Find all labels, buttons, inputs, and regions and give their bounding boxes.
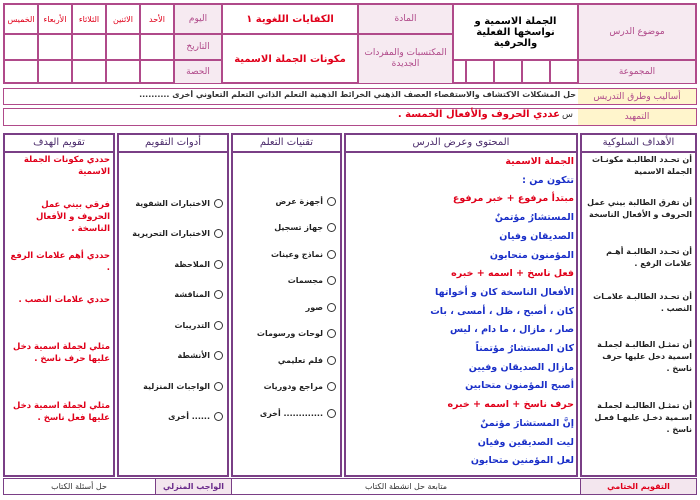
radio-circle-icon[interactable] bbox=[327, 250, 336, 259]
assessment-item: حددي علامات النصب . bbox=[18, 295, 110, 305]
radio-circle-icon[interactable] bbox=[214, 199, 223, 208]
subject: الكفايات اللغوية ١ bbox=[222, 4, 358, 34]
content-line: مبتدأ مرفوع + خبر مرفوع bbox=[452, 193, 574, 205]
assessment-item: مثلي لجملة اسمية دخل عليها حرف ناسخ . bbox=[13, 342, 110, 364]
tool-option[interactable] bbox=[122, 371, 223, 402]
day-cell: الأحد bbox=[140, 4, 174, 34]
technique-option[interactable] bbox=[236, 188, 336, 215]
content-line: المستشارُ مؤتمنٌ bbox=[494, 212, 574, 224]
radio-circle-icon[interactable] bbox=[214, 290, 223, 299]
tool-option-label: الملاحظة bbox=[174, 259, 210, 269]
date-cell bbox=[4, 34, 38, 60]
date-cell bbox=[106, 34, 140, 60]
technique-option-label: مجسمات bbox=[287, 276, 323, 286]
technique-option-label: مراجع ودوريات bbox=[263, 382, 323, 392]
radio-circle-icon[interactable] bbox=[214, 260, 223, 269]
radio-circle-icon[interactable] bbox=[327, 409, 336, 418]
tools-title: أدوات التقويم bbox=[119, 135, 227, 153]
tool-option-label: الواجبات المنزلية bbox=[143, 381, 210, 391]
group-label: المجموعة bbox=[578, 60, 696, 84]
date-cell bbox=[38, 34, 72, 60]
tool-option-label: الاختبارات التحريرية bbox=[132, 229, 210, 239]
day-cell: الخميس bbox=[4, 4, 38, 34]
content-line: إنَّ المستشارَ مؤتمنٌ bbox=[480, 417, 574, 429]
tool-option[interactable] bbox=[122, 310, 223, 341]
technique-option-label: أجهزة عرض bbox=[275, 196, 323, 206]
lesson-topic-label: موضوع الدرس bbox=[578, 4, 696, 60]
content-line: تتكون من : bbox=[522, 174, 574, 186]
period-cell bbox=[38, 60, 72, 84]
group-cell bbox=[466, 60, 494, 84]
radio-circle-icon[interactable] bbox=[327, 303, 336, 312]
intro-prefix: س bbox=[562, 110, 573, 120]
technique-option-label: لوحات ورسومات bbox=[256, 329, 323, 339]
period-cell bbox=[4, 60, 38, 84]
period-cell bbox=[106, 60, 140, 84]
technique-option[interactable] bbox=[236, 215, 336, 242]
assessment-item: فرقي بيني عمل الحروف و الأفعال الناسخة . bbox=[35, 200, 110, 234]
tool-option-label: أخرى ...... bbox=[168, 412, 210, 422]
homework: حل أسئلة الكتاب bbox=[51, 482, 107, 491]
tool-option[interactable] bbox=[122, 402, 223, 433]
technique-option-label: جهاز تسجيل bbox=[274, 223, 323, 233]
intro-text: عددي الحروف والأفعال الخمسة . bbox=[397, 109, 560, 120]
radio-circle-icon[interactable] bbox=[327, 223, 336, 232]
radio-circle-icon[interactable] bbox=[214, 321, 223, 330]
technique-option-label: فلم تعليمي bbox=[277, 355, 323, 365]
objective-item: أن تمثـل الطالبـة لجملـة اسـمية دخـل عليهـا فعـل ناسخ . bbox=[594, 401, 692, 434]
content-line: صار ، مازال ، ما دام ، ليس bbox=[449, 324, 574, 336]
tool-option[interactable] bbox=[122, 280, 223, 311]
technique-option[interactable] bbox=[236, 374, 336, 401]
radio-circle-icon[interactable] bbox=[327, 197, 336, 206]
content-line: مازال الصديقان وفيين bbox=[468, 361, 574, 373]
content-line: الأفعال الناسخة كان و أخواتها bbox=[435, 286, 574, 298]
group-cell bbox=[550, 60, 578, 84]
tool-option[interactable] bbox=[122, 188, 223, 219]
content-list bbox=[404, 153, 574, 471]
techniques-title: تقنيات التعلم bbox=[233, 135, 340, 153]
date-cell bbox=[140, 34, 174, 60]
day-label: اليوم bbox=[174, 4, 222, 34]
subject-label: المادة bbox=[358, 4, 453, 34]
technique-option-label: نماذج وعينات bbox=[270, 249, 323, 259]
technique-option[interactable] bbox=[236, 294, 336, 321]
radio-circle-icon[interactable] bbox=[327, 276, 336, 285]
assessment-item: حددي أهم علامات الرفع . bbox=[10, 251, 110, 273]
tool-option[interactable] bbox=[122, 219, 223, 250]
tools-list bbox=[122, 188, 223, 432]
techniques-list bbox=[236, 188, 336, 427]
technique-option[interactable] bbox=[236, 321, 336, 348]
technique-option[interactable] bbox=[236, 241, 336, 268]
technique-option[interactable] bbox=[236, 347, 336, 374]
lesson-topic: الجملة الاسمية و نواسخها الفعلية والحرفية bbox=[453, 4, 578, 60]
tool-option-label: المناقشة bbox=[174, 290, 210, 300]
technique-option-label: صور bbox=[305, 302, 323, 312]
objective-item: أن تحـدد الطالبـة أهـم علامات الرفع . bbox=[606, 247, 692, 268]
technique-option[interactable] bbox=[236, 400, 336, 427]
objectives-title: الأهداف السلوكية bbox=[582, 135, 695, 153]
content-line: كان المستشارُ مؤتمناً bbox=[475, 343, 574, 355]
period-cell bbox=[72, 60, 106, 84]
methods-list: حل المشكلات الاكتشاف والاستقصاء العصف الذهني الخرائط الذهنية التعلم الذاتي التعلم التعاوني أخرى .......... bbox=[139, 90, 576, 99]
radio-circle-icon[interactable] bbox=[214, 229, 223, 238]
content-line: لعل المؤمنين متحابون bbox=[470, 455, 574, 467]
date-label: التاريخ bbox=[174, 34, 222, 60]
content-title: المحتوى وعرض الدرس bbox=[346, 135, 576, 153]
radio-circle-icon[interactable] bbox=[327, 329, 336, 338]
day-cell: الثلاثاء bbox=[72, 4, 106, 34]
radio-circle-icon[interactable] bbox=[214, 412, 223, 421]
content-line: فعل ناسخ + اسمه + خبره bbox=[451, 268, 574, 280]
radio-circle-icon[interactable] bbox=[214, 382, 223, 391]
followup: متابعة حل انشطة الكتاب bbox=[364, 482, 448, 491]
intro-label: التمهيد bbox=[578, 109, 696, 125]
objective-item: أن تحـدد الطالبـة علامـات النصب . bbox=[593, 292, 692, 313]
content-line: الصديقان وفيان bbox=[499, 230, 574, 242]
assessment-title: تقويم الهدف bbox=[5, 135, 113, 153]
period-cell bbox=[140, 60, 174, 84]
content-line: أصبح المؤمنون متحابين bbox=[465, 380, 574, 392]
content-line: ليت الصديقين وفيان bbox=[477, 436, 574, 448]
day-cell: الاثنين bbox=[106, 4, 140, 34]
skills-value: مكونات الجملة الاسمية bbox=[222, 34, 358, 84]
tool-option-label: الاختبارات الشفوية bbox=[135, 198, 210, 208]
content-line: حرف ناسخ + اسمه + خبره bbox=[447, 399, 574, 411]
objective-item: أن تمثـل الطالبـة لجملـة اسمية دخل عليها حرف ناسخ . bbox=[597, 340, 692, 373]
objective-item: أن تحـدد الطالبـة مكونـات الجملة الاسمية bbox=[592, 155, 692, 176]
radio-circle-icon[interactable] bbox=[327, 356, 336, 365]
technique-option-label: أخرى ............. bbox=[259, 408, 323, 418]
tool-option[interactable] bbox=[122, 341, 223, 372]
assessment-item: حددي مكونات الجملة الاسمية bbox=[23, 155, 110, 177]
group-cell bbox=[453, 60, 466, 84]
content-line: المؤمنون متحابون bbox=[489, 249, 574, 261]
skills-label: المكتسبات والمفردات الجديدة bbox=[358, 34, 453, 84]
group-cell bbox=[522, 60, 550, 84]
objective-item: أن تفرق الطالبة بيني عمل الحروف و الأفعال الناسخة bbox=[587, 198, 692, 219]
date-cell bbox=[72, 34, 106, 60]
radio-circle-icon[interactable] bbox=[214, 351, 223, 360]
methods-label: أساليب وطرق التدريس bbox=[578, 89, 696, 104]
tool-option-label: التدريبات bbox=[174, 320, 210, 330]
final-assessment-label: التقويم الختامي bbox=[580, 479, 696, 494]
content-line: كان ، أصبح ، ظل ، أمسى ، بات bbox=[430, 305, 574, 317]
technique-option[interactable] bbox=[236, 268, 336, 295]
tool-option[interactable] bbox=[122, 249, 223, 280]
assessment-item: مثلي لجملة اسمية دخل عليها فعل ناسخ . bbox=[13, 401, 110, 423]
day-cell: الأربعاء bbox=[38, 4, 72, 34]
tool-option-label: الأنشطة bbox=[177, 351, 210, 361]
radio-circle-icon[interactable] bbox=[327, 382, 336, 391]
group-cell bbox=[494, 60, 522, 84]
homework-label: الواجب المنزلي bbox=[155, 479, 232, 494]
content-line: الجملة الاسمية bbox=[505, 156, 574, 167]
period-label: الحصة bbox=[174, 60, 222, 84]
